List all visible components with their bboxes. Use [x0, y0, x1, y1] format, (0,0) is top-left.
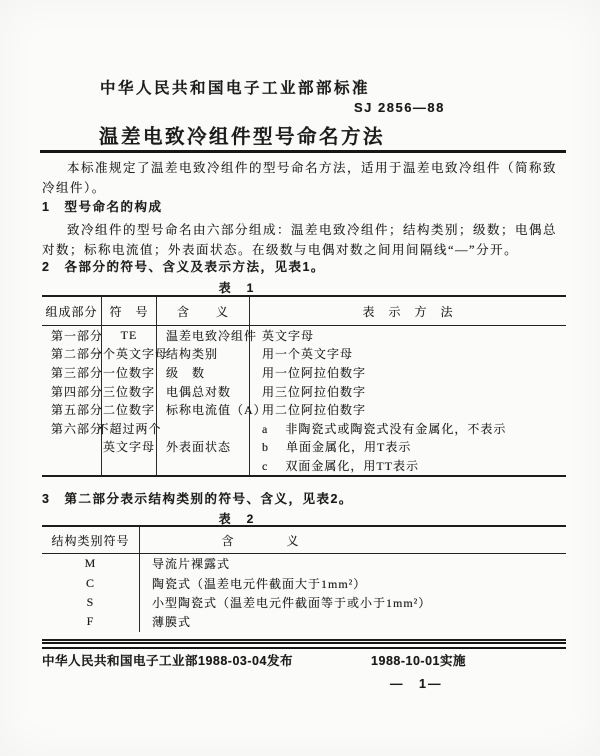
table-cell: 第一部分: [42, 326, 102, 345]
table-cell: 陶瓷式（温差电元件截面大于1mm²）: [152, 576, 367, 591]
table-cell: [157, 419, 250, 438]
table-2-header-meaning: 含 义: [140, 527, 566, 554]
standard-number: SJ 2856—88: [354, 100, 445, 115]
section-3-heading: 3 第二部分表示结构类别的符号、含义，见表2。: [42, 492, 353, 506]
page-number: — 1—: [390, 677, 443, 691]
table-cell: S: [42, 593, 140, 612]
table-cell: 第三部分: [42, 363, 102, 382]
table-2: [42, 525, 566, 641]
table-cell: 用一位阿拉伯数字: [262, 365, 367, 380]
table-cell: 一个英文字母: [102, 345, 157, 364]
table-cell: c 双面金属化，用TT表示: [262, 458, 419, 473]
table-cell: 导流片裸露式: [152, 557, 231, 572]
table-cell: [102, 456, 157, 475]
intro-paragraph: 本标准规定了温差电致冷组件的型号命名方法，适用于温差电致冷组件（简称致冷组件）。: [42, 161, 558, 195]
table-cell: F: [42, 612, 140, 631]
footer-issued-text: 中华人民共和国电子工业部1988-03-04发布: [42, 654, 293, 668]
table-cell: a 非陶瓷式或陶瓷式没有金属化，不表示: [262, 421, 507, 436]
table-cell: [42, 456, 102, 475]
table-2-caption: 表 2: [218, 512, 256, 526]
table-cell: [42, 438, 102, 457]
table-1: [42, 295, 566, 477]
table-2-header-symbol: 结构类别符号: [42, 527, 140, 554]
table-cell: 结构类别: [157, 345, 250, 364]
table-cell: 一位数字: [102, 363, 157, 382]
table-cell: 第四部分: [42, 382, 102, 401]
table-cell: [157, 456, 250, 475]
table-cell: 级 数: [157, 363, 250, 382]
footer-rule: [42, 642, 566, 649]
table-cell: TE: [102, 326, 157, 345]
table-cell: 电偶总对数: [157, 382, 250, 401]
table-1-header-meaning: 含 义: [157, 297, 250, 326]
table-cell: 三位数字: [102, 382, 157, 401]
table-cell: 温差电致冷组件: [157, 326, 250, 345]
document-title: 温差电致冷组件型号命名方法: [99, 126, 386, 148]
table-1-header-symbol: 符 号: [102, 297, 157, 326]
table-cell: 不超过两个: [102, 419, 157, 438]
table-cell: 第二部分: [42, 345, 102, 364]
table-1-caption: 表 1: [218, 281, 256, 295]
table-cell: C: [42, 573, 140, 592]
table-cell: 外表面状态: [157, 438, 250, 457]
table-cell: 英文字母: [102, 438, 157, 457]
table-cell: 用一个英文字母: [262, 347, 354, 362]
table-cell: 用三位阿拉伯数字: [262, 384, 367, 399]
table-cell: 用二位阿拉伯数字: [262, 403, 367, 418]
table-cell: 二位数字: [102, 400, 157, 419]
header-org-line: 中华人民共和国电子工业部部标准: [100, 80, 371, 97]
table-cell: 薄膜式: [152, 615, 192, 630]
table-1-header-method: 表 示 方 法: [250, 297, 566, 326]
table-cell: 第六部分: [42, 419, 102, 438]
section-1-heading: 1 型号命名的构成: [42, 200, 163, 214]
table-cell: 标称电流值（A）: [157, 400, 250, 419]
table-cell: M: [42, 554, 140, 573]
section-1-body: 致冷组件的型号命名由六部分组成：温差电致冷组件；结构类别；级数；电偶总对数；标称电流值；外表面状态。在级数与电偶对数之间用间隔线“—”分开。: [42, 223, 558, 257]
table-1-header-part: 组成部分: [42, 297, 102, 326]
table-cell: 英文字母: [262, 328, 315, 343]
table-cell: 第五部分: [42, 400, 102, 419]
title-rule: [40, 150, 566, 153]
table-cell: 小型陶瓷式（温差电元件截面等于或小于1mm²）: [152, 595, 432, 610]
table-cell: b 单面金属化，用T表示: [262, 440, 412, 455]
footer-effective-text: 1988-10-01实施: [371, 654, 466, 668]
section-2-heading: 2 各部分的符号、含义及表示方法，见表1。: [42, 260, 325, 274]
